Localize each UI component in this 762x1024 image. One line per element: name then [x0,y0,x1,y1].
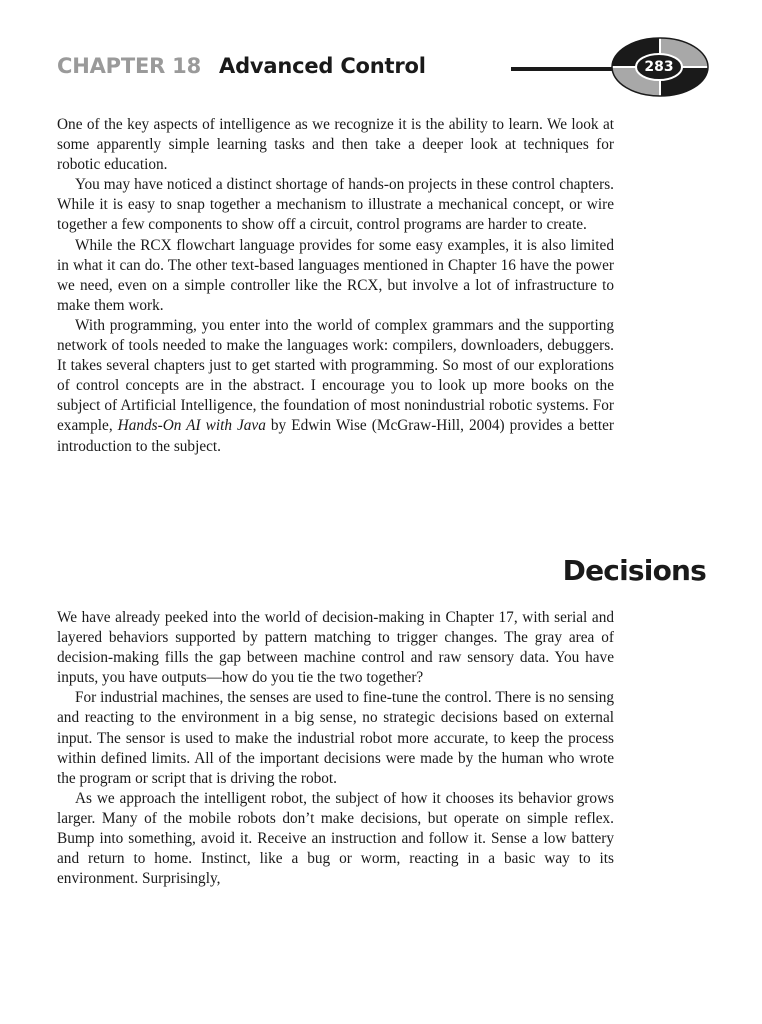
decisions-paragraph-2: For industrial machines, the senses are used to fine-tune the control. There is no sensing and reacting to the environment in a big sense, no strategic decisions based on external input. The sensor is used to make the industrial robot more accurate, to keep the process within defined limits. All of the important decisions were made by the human who wrote the program or script that is driving the robot. [57,689,614,787]
intro-paragraph-4-end: by Edwin Wise (McGraw-Hill, 2004) provides a better introduction to the subject. [57,417,614,455]
intro-paragraph-2: You may have noticed a distinct shortage of hands-on projects in these control chapters. While it is easy to snap together a mechanism to illustrate a mechanical concept, or wire together a few components to show off a circuit, control programs are harder to create. [57,176,614,234]
running-head [57,52,426,80]
chapter-label: CHAPTER 18 [57,54,202,78]
intro-paragraph-3: While the RCX flowchart language provides for some easy examples, it is also limited in what it can do. The other text-based languages mentioned in Chapter 16 have the power we need, even on a simple controller like the RCX, but involve a lot of infrastructure to make them work. [57,236,614,314]
intro-text [57,115,614,457]
chapter-title: Advanced Control [219,54,426,78]
intro-paragraph-4 [57,316,614,457]
decisions-paragraph-1: We have already peeked into the world of decision-making in Chapter 17, with serial and layered behaviors supported by pattern matching to trigger changes. The gray area of decision-making fills the gap between machine control and raw sensory data. You have inputs, you have outputs—how do you tie the two together? [57,609,614,687]
section-heading-decisions: Decisions [562,554,706,587]
intro-paragraph-4-start: With programming, you enter into the world of complex grammars and the supporting network of tools needed to make the languages work: compilers, downloaders, debuggers. It takes several chapters just to get started with programming. So most of our explorations of control concepts are in the abstract. I encourage you to look up more books on the subject of Artificial Intelligence, the foundation of most nonindustrial robotic systems. For example, [57,316,614,435]
intro-paragraph-1: One of the key aspects of intelligence as we recognize it is the ability to learn. We look at some apparently simple learning tasks and then take a deeper look at techniques for robotic education. [57,116,614,174]
decisions-paragraph-3: As we approach the intelligent robot, the subject of how it chooses its behavior grows larger. Many of the mobile robots don’t make decisions, but operate on simple reflex. Bump into something, avoid it. Receive an instruction and follow it. Sense a low battery and return to home. Instinct, like a bug or worm, reacting in a basic way to its environment. Surprisingly, [57,789,614,888]
page-number: 283 [644,59,674,75]
decisions-text [57,608,614,889]
header-rule [511,67,621,71]
book-title: Hands-On AI with Java [117,417,266,435]
